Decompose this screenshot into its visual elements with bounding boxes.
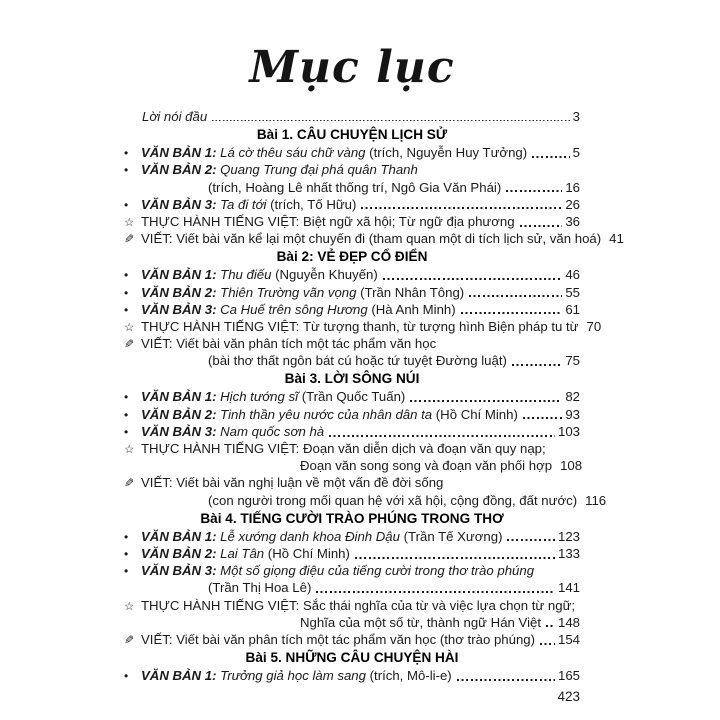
toc-entry [124,318,602,335]
entry-title: Nam quốc sơn hà [220,423,325,439]
entry-label: VĂN BẢN 2: [141,162,221,178]
entry-page-number: 93 [565,406,580,422]
entry-title: Lá cờ thêu sáu chữ vàng [220,145,366,161]
toc-entry [124,335,580,352]
entry-page-number: 16 [565,179,580,195]
entry-page-number: 3 [572,109,580,124]
entry-page-number: 5 [572,145,580,161]
bullet-icon: • [124,564,129,579]
pencil-glyph: ✎ [124,476,135,491]
entry-label: VĂN BẢN 3: [141,196,221,212]
pencil-glyph: ✎ [124,232,135,247]
dot-leader [355,557,555,559]
toc-intro-row [124,108,580,125]
entry-page-number: 148 [557,614,580,630]
dot-leader [461,312,563,314]
dot-leader [361,207,562,209]
toc-entry [124,457,583,474]
entry-text: (Hồ Chí Minh) [264,545,350,561]
dot-leader [523,417,562,419]
toc-entry [124,179,580,196]
entry-text: (Hà Anh Minh) [367,301,456,317]
bullet-icon: • [124,146,129,161]
entry-title: Thiên Trường vãn vọng [220,284,357,300]
entry-label: THỰC HÀNH TIẾNG VIỆT: [141,441,303,456]
entry-text: (Nguyễn Khuyến) [271,267,378,283]
section-heading: Bài 4. TIẾNG CƯỜI TRÀO PHÚNG TRONG THƠ [200,510,504,526]
dot-leader [316,591,555,593]
page-title: Mục lục [249,42,455,93]
entry-label: VĂN BẢN 1: [141,668,221,684]
toc-entry [124,161,580,178]
entry-text: (Trần Tế Xương) [399,528,503,544]
pencil-glyph: ✎ [124,632,135,647]
entry-text: Viết bài văn nghị luận về một vấn đề đời sống [176,475,444,491]
entry-page-number: 116 [585,492,607,508]
entry-text: Từ tượng thanh, từ tượng hình Biện pháp tu từ [302,318,579,334]
entry-label: VĂN BẢN 2: [141,545,221,561]
entry-text: Viết bài văn phân tích một tác phẩm văn học (thơ trào phúng) [176,631,536,647]
entry-title: Ca Huế trên sông Hương [220,301,368,317]
bullet-icon: • [124,529,129,544]
entry-text: Đoạn văn diễn dịch và đoạn văn quy nạp; [302,441,546,456]
entry-text: Biệt ngữ xã hội; Từ ngữ địa phương [302,213,515,229]
entry-label: VĂN BẢN 1: [141,267,221,283]
entry-page-number: 108 [560,458,583,474]
entry-text: Đoạn văn song song và đoạn văn phối hợp [300,458,553,474]
toc-entry [124,352,580,369]
toc-entry [124,579,580,596]
toc-entry [124,284,580,301]
star-icon: ☆ [124,600,135,613]
entry-label: VĂN BẢN 3: [141,563,221,579]
entry-text: (Hồ Chí Minh) [432,406,518,422]
dot-leader [469,295,562,297]
star-icon: ☆ [124,321,135,334]
dot-leader [540,643,555,645]
entry-page-number: 154 [557,631,580,647]
entry-text: (bài thơ thất ngôn bát cú hoặc tứ tuyệt Đường luật) [208,353,507,369]
toc-entry [124,597,580,614]
entry-text: Nghĩa của một số từ, thành ngữ Hán Việt [300,614,542,630]
entry-page-number: 123 [557,528,580,544]
toc-entry [124,562,580,579]
entry-label: THỰC HÀNH TIẾNG VIỆT: [141,318,303,334]
dot-leader [532,156,570,158]
entry-label: VĂN BẢN 3: [141,301,221,317]
toc-entry [124,528,580,545]
dot-leader [329,435,555,437]
pencil-glyph: ✎ [124,337,135,352]
dot-leader [212,120,569,122]
bullet-icon: • [124,302,129,317]
entry-page-number: 61 [565,301,580,317]
toc-entry [124,213,580,230]
toc-entry [124,474,580,491]
pencil-icon [124,631,141,649]
toc-entry [124,266,580,283]
star-icon: ☆ [124,216,135,229]
entry-label: VIẾT: [141,631,177,647]
entry-page-number: 26 [565,196,580,212]
toc-entry [124,196,580,213]
entry-label: VĂN BẢN 2: [141,284,221,300]
dot-leader [507,539,555,541]
toc-entry [124,388,580,405]
pencil-icon [124,230,141,248]
entry-text: Viết bài văn kể lại một chuyến đi (tham quan một di tích lịch sử, văn hoá) [176,231,602,247]
dot-leader [512,364,562,366]
entry-title: Lai Tân [220,545,265,561]
entry-label: THỰC HÀNH TIẾNG VIỆT: [141,213,303,229]
entry-title: Tinh thần yêu nước của nhân dân ta [220,406,433,422]
bullet-icon: • [124,268,129,283]
entry-title: Lời nói đầu [142,109,208,124]
entry-title: Thu điếu [220,267,272,283]
pencil-icon [124,335,141,353]
bullet-icon: • [124,424,129,439]
entry-text: (trích, Mô-li-e) [365,668,452,684]
entry-label: THỰC HÀNH TIẾNG VIỆT: [141,597,303,613]
entry-page-number: 70 [586,318,602,334]
entry-title: Lễ xướng danh khoa Đinh Dậu [220,528,400,544]
bullet-icon: • [124,163,129,178]
entry-title: Một số giọng điệu của tiếng cười trong thơ trào phúng [220,563,535,579]
entry-title: Ta đi tới [220,196,267,212]
entry-page-number: 75 [565,353,580,369]
toc-entry [124,230,624,247]
bullet-icon: • [124,285,129,300]
section-heading: Bài 5. NHỮNG CÂU CHUYỆN HÀI [245,650,459,666]
entry-page-number: 165 [557,668,580,684]
entry-label: VĂN BẢN 1: [141,389,221,405]
entry-page-number: 133 [557,545,580,561]
toc-entry [124,440,580,457]
entry-label: VĂN BẢN 1: [141,145,221,161]
entry-text: (Trần Quốc Tuấn) [298,389,406,405]
entry-text: (trích, Hoàng Lê nhất thống trí, Ngô Gia Văn Phái) [208,179,502,195]
toc-entry [124,406,580,423]
toc-entry [124,301,580,318]
bullet-icon: • [124,669,129,684]
entry-page-number: 55 [565,284,580,300]
dot-leader [546,625,555,627]
dot-leader [520,225,563,227]
entry-text: Sắc thái nghĩa của từ và việc lựa chọn từ ngữ; [302,597,576,613]
toc-entry [124,492,607,509]
entry-label: VĂN BẢN 1: [141,528,221,544]
entry-label: VIẾT: [141,336,177,352]
entry-label: VĂN BẢN 3: [141,423,221,439]
star-icon: ☆ [124,444,135,456]
toc-entry [124,614,580,631]
page-number: 423 [557,689,580,705]
entry-page-number: 82 [565,389,580,405]
entry-text: (trích, Nguyễn Huy Tưởng) [365,145,528,161]
entry-title: Trưởng giả học làm sang [220,668,366,684]
toc-entry [124,667,580,684]
entry-page-number: 141 [557,580,580,596]
bullet-icon: • [124,390,129,405]
dot-leader [383,278,563,280]
entry-page-number: 46 [565,267,580,283]
section-heading: Bài 2: VẺ ĐẸP CỔ ĐIỂN [276,249,428,265]
toc-entry [124,631,580,648]
entry-label: VIẾT: [141,231,177,247]
bullet-icon: • [124,197,129,212]
entry-page-number: 36 [565,213,580,229]
toc-entry [124,423,580,440]
dot-leader [457,679,555,681]
entry-label: VĂN BẢN 2: [141,406,221,422]
entry-text: Viết bài văn phân tích một tác phẩm văn học [176,336,437,352]
entry-text: (con người trong mối quan hệ với xã hội, cộng đồng, đất nước) [208,492,578,508]
toc-entry [124,545,580,562]
entry-page-number: 41 [609,231,624,247]
toc-list [124,108,624,684]
section-heading: Bài 3. LỜI SÔNG NÚI [284,371,420,387]
entry-page-number: 103 [557,423,580,439]
dot-leader [506,190,562,192]
entry-text: (Trần Thị Hoa Lê) [208,580,312,596]
bullet-icon: • [124,407,129,422]
bullet-icon: • [124,546,129,561]
toc-entry [124,144,580,161]
pencil-icon [124,474,141,492]
entry-text: (Trần Nhân Tông) [356,284,465,300]
dot-leader [410,400,562,402]
entry-title: Quang Trung đại phá quân Thanh [220,162,418,178]
section-heading: Bài 1. CÂU CHUYỆN LỊCH SỬ [256,127,448,143]
entry-text: (trích, Tố Hữu) [266,196,357,212]
entry-label: VIẾT: [141,475,177,491]
entry-title: Hịch tướng sĩ [220,389,299,405]
